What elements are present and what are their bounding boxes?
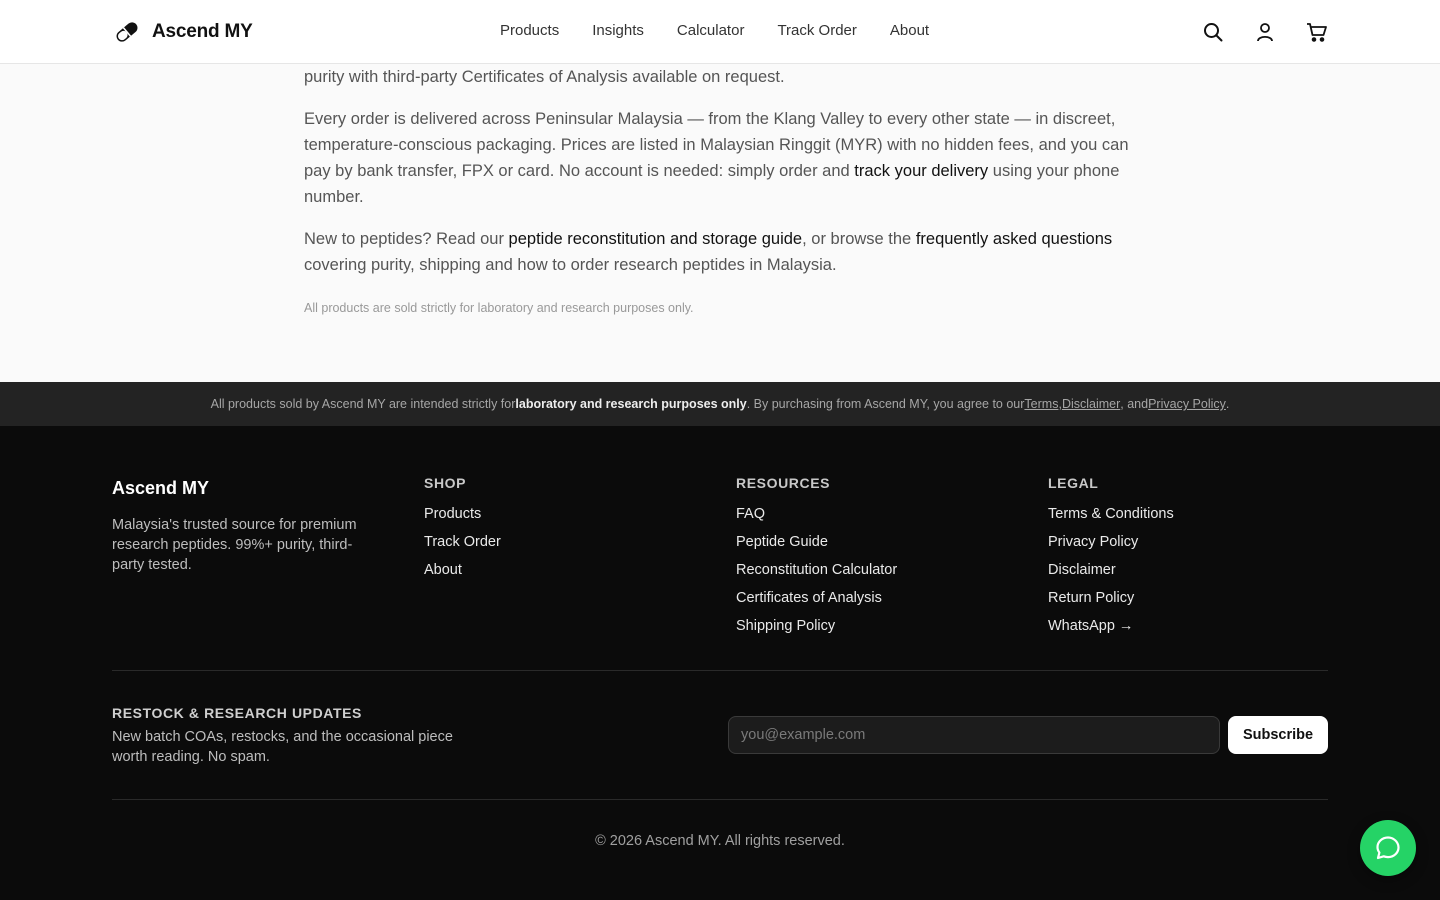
article-paragraph-guide (304, 226, 1136, 278)
track-delivery-link[interactable]: track your delivery (854, 162, 989, 180)
search-icon[interactable] (1202, 20, 1224, 44)
nav-products[interactable]: Products (500, 22, 560, 39)
header-actions (1202, 20, 1328, 44)
newsletter-title: RESTOCK & RESEARCH UPDATES (112, 705, 362, 721)
disclaimer-text: . (1225, 397, 1230, 411)
copyright-text: © 2026 Ascend MY. All rights reserved. (595, 833, 845, 849)
disclaimer-link[interactable]: Disclaimer (1061, 397, 1121, 411)
site-footer (0, 426, 1440, 900)
cart-icon[interactable] (1306, 20, 1328, 44)
footer-link-privacy[interactable]: Privacy Policy (1048, 534, 1139, 550)
article-paragraph-delivery (304, 106, 1136, 210)
footer-link-certificates[interactable]: Certificates of Analysis (736, 590, 882, 606)
footer-link-faq[interactable]: FAQ (736, 506, 766, 522)
footer-column-title: SHOP (424, 475, 467, 491)
disclaimer-bar (0, 382, 1440, 426)
footer-divider (112, 670, 1328, 671)
paragraph-text: using your phone number. (304, 162, 1120, 206)
pill-logo-icon (114, 19, 140, 45)
article-paragraph: purity with third-party Certificates of Analysis available on request. (304, 68, 785, 86)
footer-link-whatsapp[interactable]: WhatsApp → (1048, 618, 1134, 634)
disclaimer-emphasis: laboratory and research purposes only (515, 397, 747, 411)
nav-insights[interactable]: Insights (592, 22, 644, 39)
footer-column-legal (1048, 475, 1174, 644)
footer-column-resources (736, 475, 897, 644)
subscribe-button[interactable]: Subscribe (1228, 716, 1328, 754)
footer-link-about[interactable]: About (424, 562, 462, 578)
site-header (0, 0, 1440, 64)
disclaimer-text: . By purchasing from Ascend MY, you agree to our (746, 397, 1025, 411)
privacy-policy-link[interactable]: Privacy Policy (1148, 397, 1226, 411)
brand-name: Ascend MY (152, 21, 253, 42)
nav-calculator[interactable]: Calculator (676, 22, 745, 39)
newsletter-description: New batch COAs, restocks, and the occasional piece worth reading. No spam. (112, 729, 453, 765)
user-icon[interactable] (1254, 20, 1276, 44)
paragraph-text: , or browse the (802, 230, 916, 248)
faq-link[interactable]: frequently asked questions (915, 230, 1113, 248)
footer-divider (112, 799, 1328, 800)
footer-link-products[interactable]: Products (424, 506, 482, 522)
chat-icon (1374, 834, 1402, 862)
brand-logo-link[interactable] (114, 18, 253, 46)
footer-description: Malaysia's trusted source for premium research peptides. 99%+ purity, third-party tested. (112, 517, 357, 573)
nav-track-order[interactable]: Track Order (777, 22, 857, 39)
main-nav (500, 22, 929, 39)
reconstitution-guide-link[interactable]: peptide reconstitution and storage guide (508, 230, 803, 248)
research-use-note: All products are sold strictly for laboratory and research purposes only. (304, 301, 694, 315)
nav-about[interactable]: About (889, 22, 930, 39)
footer-brand: Ascend MY (112, 478, 210, 498)
footer-link-return-policy[interactable]: Return Policy (1048, 590, 1135, 606)
footer-link-terms[interactable]: Terms & Conditions (1048, 506, 1174, 522)
paragraph-text: covering purity, shipping and how to order research peptides in Malaysia. (304, 256, 837, 274)
paragraph-text: New to peptides? Read our (304, 230, 509, 248)
paragraph-text: Every order is delivered across Peninsular Malaysia — from the Klang Valley to every other state — in discreet, temperature-conscious packaging. Prices are listed in Malaysian Ringgit (MYR) with no hidden fees, and you can pay by bank transfer, FPX or card. No account is needed: simply order and (304, 110, 1129, 180)
footer-link-reconstitution-calculator[interactable]: Reconstitution Calculator (736, 562, 898, 578)
footer-link-track-order[interactable]: Track Order (424, 534, 501, 550)
footer-column-title: LEGAL (1048, 475, 1099, 491)
disclaimer-separator: , and (1120, 397, 1149, 411)
disclaimer-text: All products sold by Ascend MY are intended strictly for (210, 397, 516, 411)
footer-link-peptide-guide[interactable]: Peptide Guide (736, 534, 828, 550)
footer-column-title: RESOURCES (736, 475, 831, 491)
disclaimer-separator: , (1058, 397, 1062, 411)
footer-link-shipping-policy[interactable]: Shipping Policy (736, 618, 836, 634)
footer-column-shop (424, 475, 501, 588)
whatsapp-chat-button[interactable] (1360, 820, 1416, 876)
newsletter-email-input[interactable] (728, 716, 1220, 754)
footer-link-disclaimer[interactable]: Disclaimer (1048, 562, 1116, 578)
terms-link[interactable]: Terms (1024, 397, 1059, 411)
